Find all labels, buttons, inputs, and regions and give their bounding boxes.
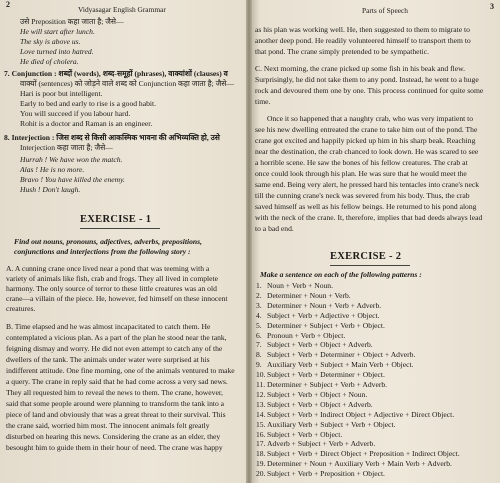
example-line: You will succeed if you labour hard. bbox=[20, 109, 131, 118]
example-line: Hush ! Don't laugh. bbox=[20, 185, 81, 194]
right-page bbox=[252, 0, 500, 483]
pattern-item bbox=[256, 449, 460, 458]
story-line: B. Time elapsed and he was almost incapacitated to catch them. He bbox=[6, 322, 211, 331]
pattern-item bbox=[256, 291, 351, 300]
pattern-text: Noun + Verb + Noun. bbox=[267, 281, 334, 290]
story-line: besought him to guide them in their hour of need. The crane was happy bbox=[6, 443, 223, 452]
pattern-item bbox=[256, 380, 387, 389]
pattern-number: 8. bbox=[256, 350, 262, 360]
page-number: 2 bbox=[6, 0, 10, 9]
story-line: near the destination, the crab chanced to look down. He was scared to see bbox=[255, 147, 479, 156]
pattern-text: Subject + Verb + Adjective + Object. bbox=[267, 310, 380, 320]
story-line: that pond. The crane simply pretended to be sympathetic. bbox=[255, 47, 430, 56]
page-header: Vidyasagar English Grammar bbox=[78, 5, 166, 14]
pattern-number: 14. bbox=[256, 409, 266, 419]
example-line: The sky is above us. bbox=[20, 37, 81, 46]
story-line: crane got excited and happily picked up him in his sharp beak. Reaching bbox=[255, 136, 476, 145]
story-line: They all requested him to reveal the news to them. The crane, however, bbox=[6, 388, 223, 397]
section-heading: 8. Interjection : जिस शब्द से किसी आकस्मिक भावना की अभिव्यक्ति हो, उसे bbox=[4, 133, 220, 142]
story-line: with the neck of the crane. It, therefore, implies that bad deeds always lead bbox=[255, 213, 483, 222]
story-line: dwellers of the tank. The animals under water were surprised at his bbox=[6, 355, 210, 364]
pattern-number: 11. bbox=[256, 380, 266, 389]
example-line: Hurrah ! We have won the match. bbox=[20, 155, 123, 164]
pattern-item bbox=[256, 340, 373, 349]
pattern-item bbox=[256, 400, 373, 409]
example-line: Alas ! He is no more. bbox=[20, 165, 85, 174]
pattern-text: Subject + Verb + Object + Noun. bbox=[267, 389, 368, 399]
pattern-text: Subject + Verb + Object + Adverb. bbox=[267, 340, 373, 350]
story-line: harmony. The only source of terror to these little creatures was an old bbox=[6, 284, 217, 293]
pattern-item bbox=[256, 331, 345, 340]
pattern-text: Subject + Verb + Object. bbox=[267, 429, 343, 439]
story-line: see his new dwelling entreated the crane to take him out of the pond. The bbox=[255, 125, 478, 134]
story-line: till the cunning crane's neck was severed from his body. Thus, the crab bbox=[255, 191, 470, 200]
example-line: Rohit is a doctor and Raman is an engineer. bbox=[20, 119, 153, 128]
pattern-item bbox=[256, 390, 367, 399]
pattern-text: Determiner + Noun + Verb + Adverb. bbox=[267, 300, 382, 310]
pattern-text: Determiner + Subject + Verb + Object. bbox=[267, 320, 385, 330]
story-line: disturbed on hearing this news. Considering the crane as an elder, they bbox=[6, 432, 221, 441]
pattern-text: Subject + Verb + Direct Object + Preposition + Indirect Object. bbox=[267, 449, 460, 459]
story-line: said that some people around were planning to transform the tank into a bbox=[6, 399, 225, 408]
pattern-text: Subject + Verb + Determiner + Object. bbox=[267, 370, 385, 380]
exercise-title: EXERCISE - 1 bbox=[80, 214, 152, 225]
example-line: Love turned into hatred. bbox=[20, 47, 94, 56]
story-line: Surprisingly, he did not take them to any pond. Instead, he went to a huge bbox=[255, 75, 479, 84]
pattern-item bbox=[256, 469, 385, 478]
pattern-text: Subject + Verb + Preposition + Object. bbox=[267, 469, 385, 479]
pattern-item bbox=[256, 350, 415, 359]
pattern-text: Auxiliary Verb + Subject + Main Verb + Object. bbox=[267, 360, 414, 370]
story-line: C. Next morning, the crane picked up some fish in his beak and flew. bbox=[255, 64, 465, 73]
exercise-instruction: Make a sentence on each of the following patterns : bbox=[260, 270, 422, 279]
pattern-text: Determiner + Noun + Verb. bbox=[267, 290, 351, 300]
story-line: as his plan was working well. He, then suggested to them to migrate to bbox=[255, 25, 470, 34]
pattern-item bbox=[256, 430, 342, 439]
pattern-item bbox=[256, 321, 385, 330]
pattern-text: Adverb + Subject + Verb + Adverb. bbox=[267, 439, 376, 449]
example-line: Early to bed and early to rise is a good habit. bbox=[20, 99, 157, 108]
exercise-title: EXERCISE - 2 bbox=[330, 251, 402, 262]
story-line: to a bad end. bbox=[255, 224, 294, 233]
pattern-item bbox=[256, 459, 452, 468]
pattern-number: 17. bbox=[256, 439, 266, 449]
pattern-text: Subject + Verb + Object + Adverb. bbox=[267, 399, 373, 409]
pattern-number: 5. bbox=[256, 320, 262, 330]
story-line: indifferent attitude. One fine morning, one of the animals ventured to make bbox=[6, 366, 235, 375]
story-line: saved himself as well as his fellow beings. He returned to his pond along bbox=[255, 202, 477, 211]
story-line: feigning dismay and worry. He did not even attempt to catch any of the bbox=[6, 344, 223, 353]
title-underline bbox=[330, 265, 410, 266]
story-line: same end. Being very alert, he pressed hard his tentacles into crane's neck bbox=[255, 180, 480, 189]
story-line: a query. The crane in reply said that he had come across a very sad news. bbox=[6, 377, 228, 386]
page-header: Parts of Speech bbox=[362, 6, 408, 15]
exercise-instruction: Find out nouns, pronouns, adjectives, adverbs, prepositions, bbox=[14, 237, 202, 246]
story-line: once could look through his plan. He was sure that he would meet the bbox=[255, 169, 467, 178]
story-line: contemplated a vicious plan. As a part of the plan he stood near the tank, bbox=[6, 333, 227, 342]
pattern-text: Subject + Verb + Determiner + Object + Adverb. bbox=[267, 350, 416, 360]
pattern-number: 7. bbox=[256, 340, 262, 350]
story-line: piece of land and obviously that was a great threat to their survival. This bbox=[6, 410, 226, 419]
pattern-number: 6. bbox=[256, 330, 262, 340]
page-number: 3 bbox=[490, 2, 494, 11]
pattern-number: 2. bbox=[256, 290, 262, 300]
pattern-text: Determiner + Subject + Verb + Adverb. bbox=[267, 380, 388, 389]
pattern-number: 20. bbox=[256, 469, 266, 479]
pattern-number: 16. bbox=[256, 429, 266, 439]
story-line: creatures. bbox=[6, 304, 36, 313]
example-line: He died of cholera. bbox=[20, 57, 79, 66]
story-line: rock and devoured them one by one. This process continued for quite some bbox=[255, 86, 484, 95]
pattern-number: 9. bbox=[256, 360, 262, 370]
pattern-item bbox=[256, 410, 454, 419]
pattern-number: 1. bbox=[256, 281, 262, 290]
pattern-number: 13. bbox=[256, 399, 266, 409]
pattern-number: 10. bbox=[256, 370, 266, 380]
pattern-number: 3. bbox=[256, 300, 262, 310]
pattern-item bbox=[256, 439, 375, 448]
story-line: another deep pond. He readily volunteered himself to transport them to bbox=[255, 36, 471, 45]
pattern-item bbox=[256, 301, 381, 310]
pattern-item bbox=[256, 420, 396, 429]
pattern-text: Pronoun + Verb + Object. bbox=[267, 330, 346, 340]
story-line: a horrible scene. He saw the bones of his fellow creatures. The crab at bbox=[255, 158, 468, 167]
section-heading: 7. Conjunction : शब्दों (words), शब्द-समूहों (phrases), वाक्यांशों (clauses) व bbox=[4, 69, 228, 78]
text-line: वाक्यों (sentences) को जोड़ने वाले शब्द को Conjunction कहा जाता है; जैसे— bbox=[20, 79, 234, 88]
story-line: variety of animals like fish, crab and frogs. They all lived in complete bbox=[6, 274, 218, 283]
story-line: the crane said, worried him most. The innocent animals felt greatly bbox=[6, 421, 210, 430]
text-line: उसे Preposition कहा जाता है; जैसे— bbox=[20, 17, 124, 26]
example-line: Bravo ! You have killed the enemy. bbox=[20, 175, 125, 184]
pattern-item bbox=[256, 360, 414, 369]
pattern-item bbox=[256, 311, 379, 320]
story-line: Once it so happened that a naughty crab, who was very impatient to bbox=[267, 114, 474, 123]
story-line: A. A cunning crane once lived near a pond that was teeming with a bbox=[6, 264, 210, 273]
pattern-number: 19. bbox=[256, 459, 266, 469]
text-line: Interjection कहा जाता है; जैसे— bbox=[20, 143, 113, 152]
pattern-item bbox=[256, 370, 385, 379]
exercise-instruction: conjunctions and interjections from the following story : bbox=[14, 247, 191, 256]
story-line: crane—a villain of the piece. He, however, fed himself on these innocent bbox=[6, 294, 228, 303]
pattern-item bbox=[256, 281, 333, 290]
pattern-number: 15. bbox=[256, 419, 266, 429]
pattern-text: Auxiliary Verb + Subject + Verb + Object. bbox=[267, 419, 396, 429]
story-line: time. bbox=[255, 97, 271, 106]
example-line: He will start after lunch. bbox=[20, 27, 95, 36]
title-underline bbox=[80, 228, 160, 229]
pattern-number: 4. bbox=[256, 310, 262, 320]
left-page bbox=[0, 0, 247, 483]
pattern-number: 12. bbox=[256, 389, 266, 399]
pattern-text: Subject + Verb + Indirect Object + Adjective + Direct Object. bbox=[267, 409, 455, 419]
pattern-text: Determiner + Noun + Auxiliary Verb + Main Verb + Adverb. bbox=[267, 459, 452, 469]
example-line: Hari is poor but intelligent. bbox=[20, 89, 103, 98]
pattern-number: 18. bbox=[256, 449, 266, 459]
